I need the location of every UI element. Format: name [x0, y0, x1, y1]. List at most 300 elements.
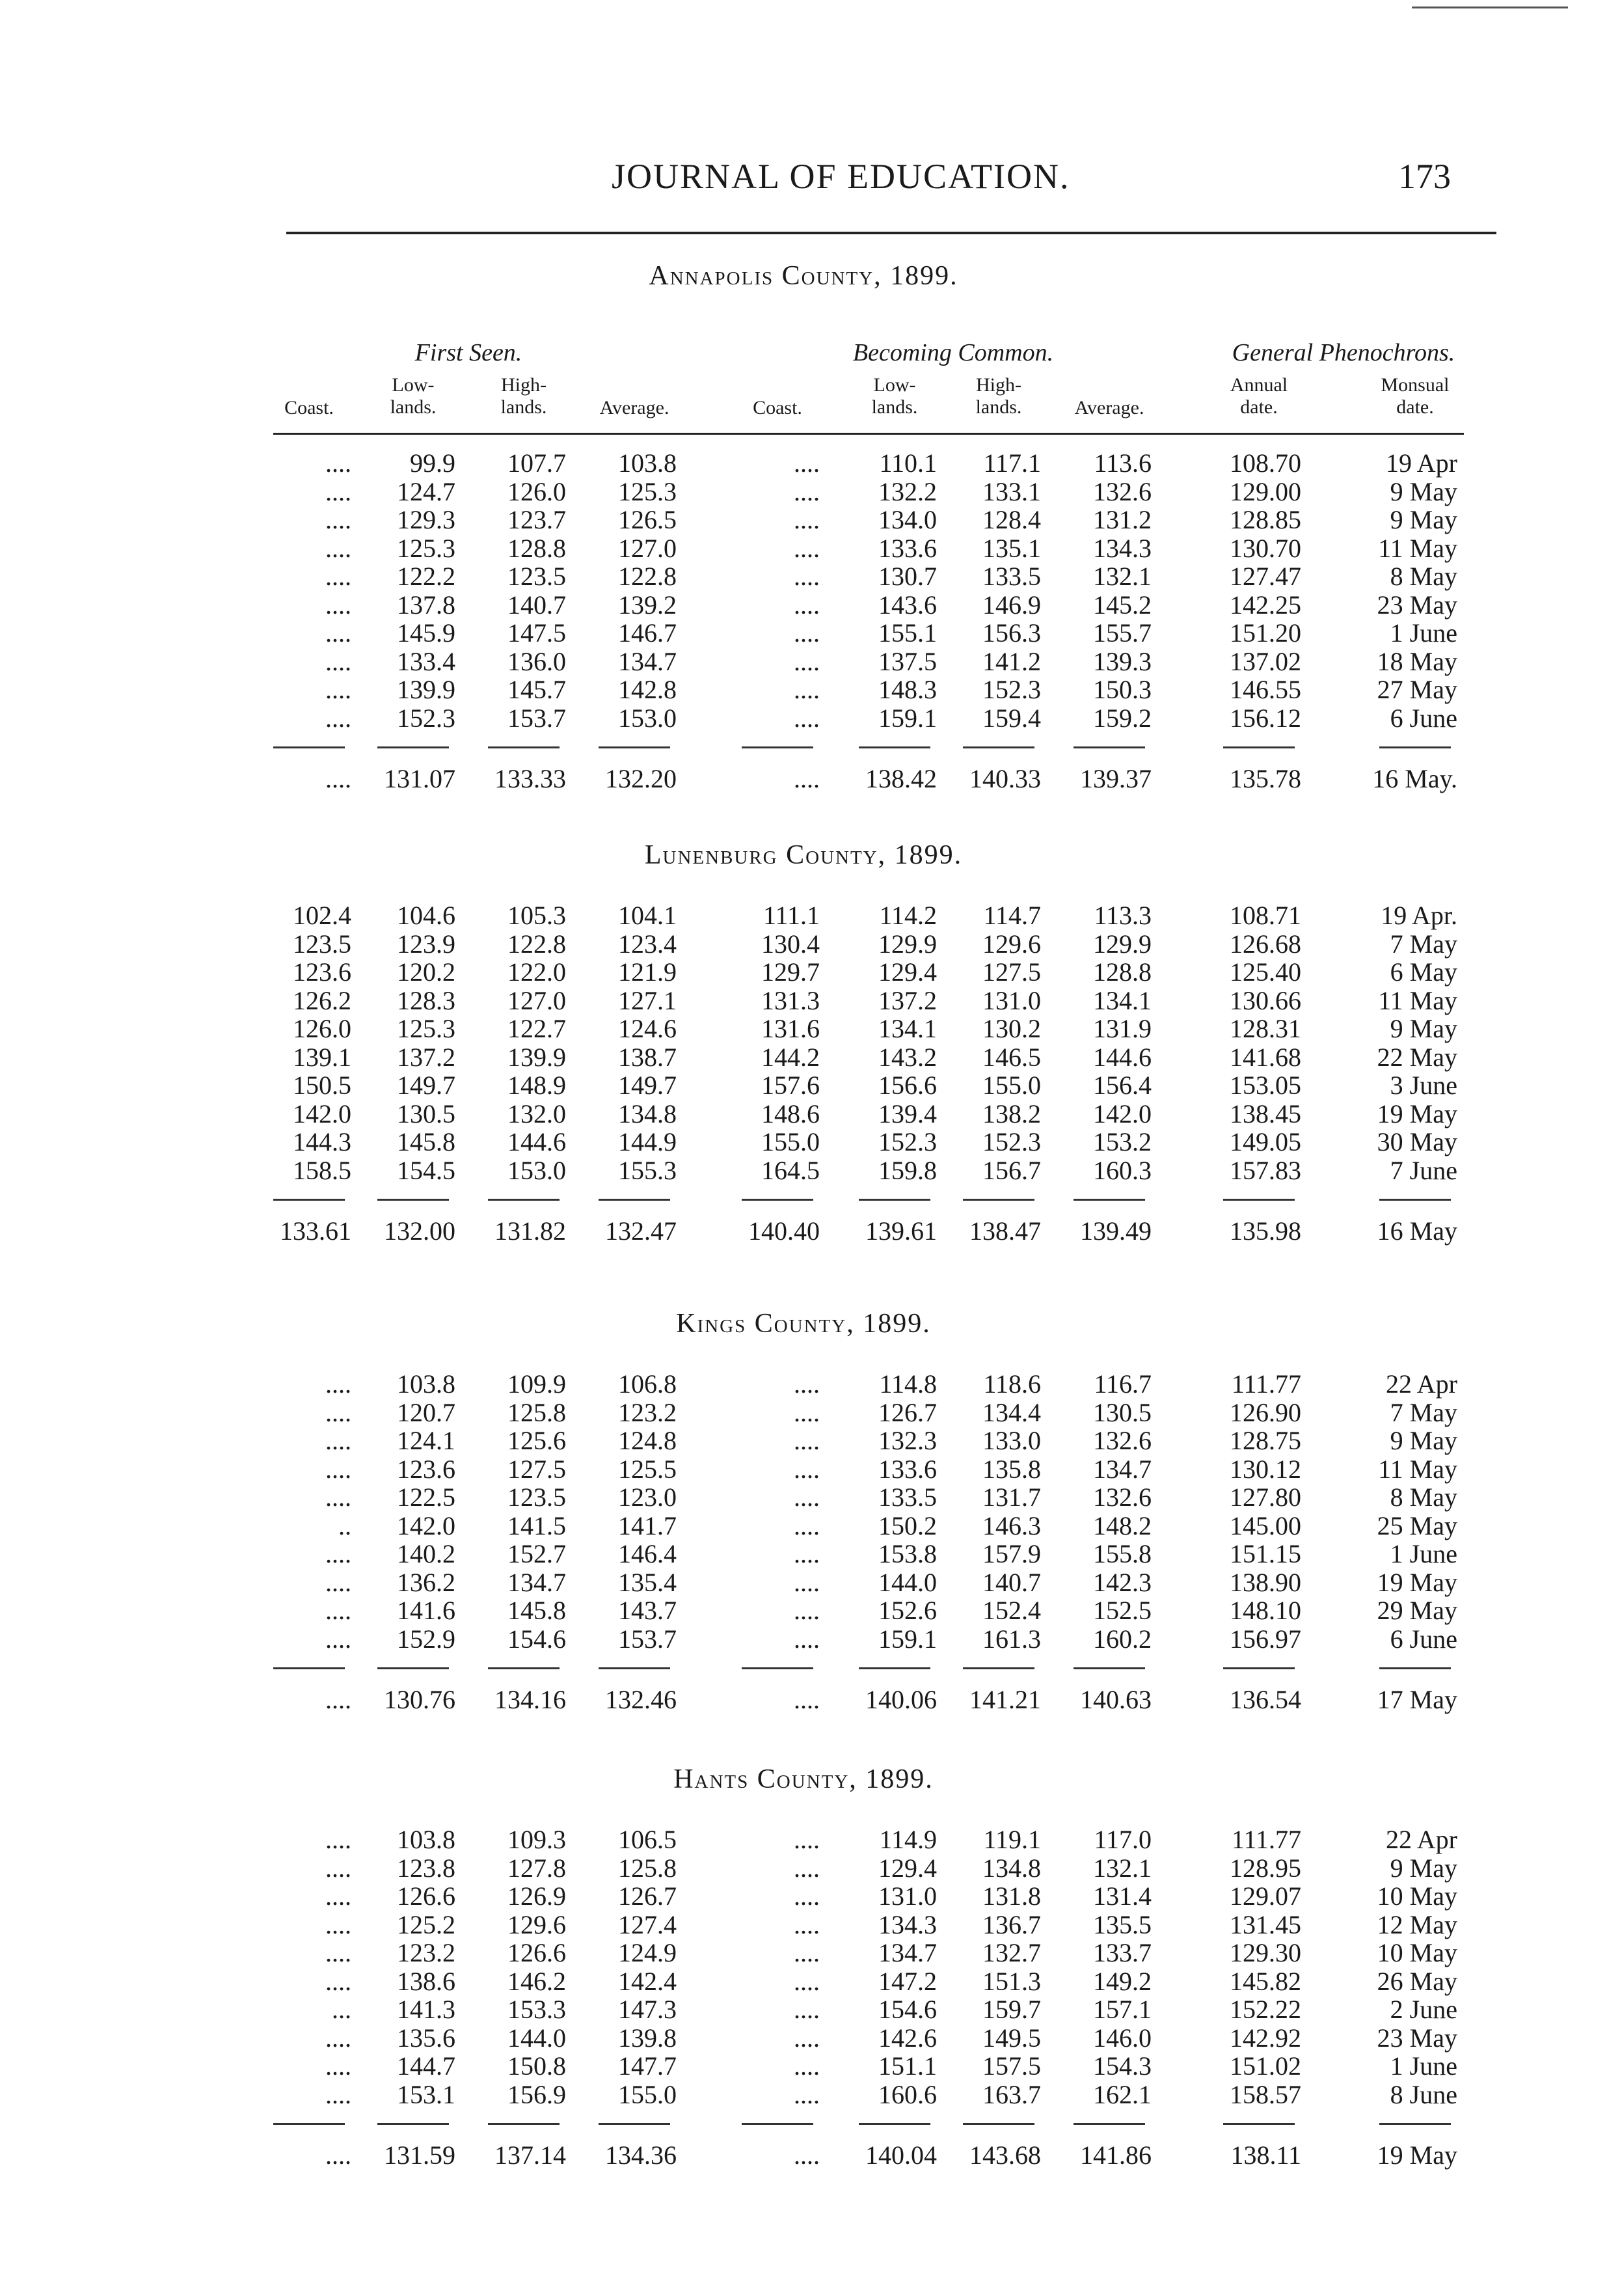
table-cell: ....: [794, 1825, 820, 1854]
total-cell: 143.68: [969, 2140, 1041, 2170]
rule-dash: [963, 1667, 1034, 1669]
total-cell: ....: [325, 1685, 351, 1714]
table-cell: 139.8: [618, 2023, 677, 2053]
table-cell: ..: [338, 1510, 351, 1540]
table-cell: 111.1: [763, 901, 820, 930]
table-cell: 121.9: [618, 957, 677, 987]
table-cell: ....: [794, 505, 820, 534]
table-cell: 155.1: [878, 618, 937, 648]
table-cell: ....: [794, 1938, 820, 1967]
table-cell: 128.85: [1230, 505, 1301, 534]
table-cell: 123.6: [293, 957, 351, 987]
corner-rule: [1412, 7, 1568, 8]
table-cell: 146.7: [618, 618, 677, 648]
table-cell: 114.2: [879, 901, 937, 930]
table-cell: ....: [794, 1567, 820, 1597]
table-cell: 133.5: [982, 562, 1041, 591]
table-cell: 19 Apr: [1386, 448, 1457, 478]
table-cell: 144.0: [878, 1567, 937, 1597]
rule-dash: [599, 1667, 670, 1669]
table-cell: 131.0: [878, 1881, 937, 1911]
table-cell: 146.9: [982, 590, 1041, 620]
table-cell: 151.15: [1230, 1539, 1301, 1568]
table-cell: 157.83: [1230, 1155, 1301, 1185]
table-cell: 140.2: [397, 1539, 455, 1568]
table-cell: 134.3: [1093, 533, 1152, 563]
table-cell: 125.3: [397, 533, 455, 563]
table-cell: 104.6: [397, 901, 455, 930]
table-cell: 122.0: [507, 957, 566, 987]
table-cell: 132.3: [878, 1426, 937, 1455]
table-cell: ....: [794, 1426, 820, 1455]
table-cell: 129.4: [878, 1853, 937, 1883]
running-title: JOURNAL OF EDUCATION.: [612, 157, 1070, 196]
table-cell: 124.9: [618, 1938, 677, 1967]
table-cell: 118.6: [983, 1369, 1041, 1399]
table-cell: 127.5: [982, 957, 1041, 987]
table-cell: 18 May: [1377, 646, 1457, 676]
table-cell: 134.8: [982, 1853, 1041, 1883]
table-cell: 150.2: [878, 1510, 937, 1540]
table-cell: 122.8: [618, 562, 677, 591]
table-cell: 133.5: [878, 1483, 937, 1512]
total-cell: 138.11: [1230, 2140, 1301, 2170]
table-cell: 129.30: [1230, 1938, 1301, 1967]
table-cell: 134.3: [878, 1909, 937, 1939]
table-cell: 105.3: [507, 901, 566, 930]
table-cell: 145.82: [1230, 1966, 1301, 1996]
table-cell: 149.7: [397, 1071, 455, 1100]
table-cell: 153.0: [618, 703, 677, 733]
table-cell: ....: [325, 1966, 351, 1996]
table-cell: 136.2: [397, 1567, 455, 1597]
table-cell: ....: [325, 1483, 351, 1512]
table-cell: 27 May: [1377, 675, 1457, 704]
table-cell: 114.8: [879, 1369, 937, 1399]
table-cell: 130.4: [761, 929, 820, 959]
total-cell: 17 May: [1377, 1685, 1457, 1714]
table-cell: 141.6: [397, 1596, 455, 1625]
table-cell: 12 May: [1377, 1909, 1457, 1939]
table-cell: 160.6: [878, 2079, 937, 2109]
table-cell: 138.6: [397, 1966, 455, 1996]
table-cell: 136.0: [507, 646, 566, 676]
table-cell: 152.6: [878, 1596, 937, 1625]
table-cell: 153.0: [507, 1155, 566, 1185]
table-cell: 145.00: [1230, 1510, 1301, 1540]
total-cell: ....: [794, 1685, 820, 1714]
table-cell: 1 June: [1390, 2051, 1457, 2081]
rule-dash: [742, 1199, 813, 1201]
table-cell: 127.47: [1230, 562, 1301, 591]
table-cell: ....: [794, 533, 820, 563]
table-cell: 8 May: [1390, 562, 1457, 591]
table-cell: 133.7: [1093, 1938, 1152, 1967]
table-cell: 134.7: [507, 1567, 566, 1597]
table-cell: 134.7: [878, 1938, 937, 1967]
table-cell: 152.7: [507, 1539, 566, 1568]
table-cell: 156.9: [507, 2079, 566, 2109]
table-cell: ....: [794, 1966, 820, 1996]
table-cell: 152.5: [1093, 1596, 1152, 1625]
rule-dash: [742, 1667, 813, 1669]
table-cell: 131.0: [982, 985, 1041, 1015]
table-cell: 9 May: [1390, 476, 1457, 506]
table-cell: 155.0: [982, 1071, 1041, 1100]
table-cell: 127.80: [1230, 1483, 1301, 1512]
table-cell: 157.5: [982, 2051, 1041, 2081]
table-cell: 111.77: [1231, 1369, 1301, 1399]
column-header-coast: Coast.: [753, 397, 802, 418]
total-cell: 140.33: [969, 764, 1041, 793]
table-cell: 126.7: [878, 1397, 937, 1427]
table-cell: 139.3: [1093, 646, 1152, 676]
table-cell: 133.4: [397, 646, 455, 676]
table-cell: 117.0: [1094, 1825, 1152, 1854]
table-cell: 142.3: [1093, 1567, 1152, 1597]
table-cell: ....: [325, 2023, 351, 2053]
total-cell: 134.16: [494, 1685, 566, 1714]
table-cell: 133.1: [982, 476, 1041, 506]
table-cell: 116.7: [1094, 1369, 1152, 1399]
table-cell: 150.8: [507, 2051, 566, 2081]
table-cell: 11 May: [1378, 1454, 1457, 1484]
table-cell: 108.70: [1230, 448, 1301, 478]
table-cell: 156.97: [1230, 1624, 1301, 1654]
table-cell: 132.1: [1093, 562, 1152, 591]
table-cell: ....: [325, 1397, 351, 1427]
table-cell: 154.6: [507, 1624, 566, 1654]
table-cell: 128.3: [397, 985, 455, 1015]
rule-dash: [859, 2123, 930, 2125]
table-cell: ....: [794, 1369, 820, 1399]
table-cell: 142.4: [618, 1966, 677, 1996]
table-cell: 134.7: [618, 646, 677, 676]
rule-dash: [859, 1199, 930, 1201]
table-cell: 146.55: [1230, 675, 1301, 704]
table-cell: 146.5: [982, 1042, 1041, 1072]
table-cell: 127.0: [618, 533, 677, 563]
table-cell: 140.7: [982, 1567, 1041, 1597]
table-cell: 155.3: [618, 1155, 677, 1185]
table-cell: 134.1: [1093, 985, 1152, 1015]
column-header-annual-date: Annual date.: [1230, 374, 1288, 418]
table-cell: 155.8: [1093, 1539, 1152, 1568]
table-cell: 142.8: [618, 675, 677, 704]
table-cell: 99.9: [410, 448, 455, 478]
table-cell: 154.5: [397, 1155, 455, 1185]
table-cell: ....: [794, 562, 820, 591]
total-cell: 141.21: [969, 1685, 1041, 1714]
total-cell: 130.76: [384, 1685, 455, 1714]
rule-dash: [1074, 1667, 1145, 1669]
table-cell: 125.3: [618, 476, 677, 506]
table-cell: ....: [325, 1596, 351, 1625]
table-cell: 129.4: [878, 957, 937, 987]
column-header-lowlands: Low- lands.: [390, 374, 437, 418]
table-cell: 142.0: [293, 1099, 351, 1128]
table-cell: 139.9: [507, 1042, 566, 1072]
page-number: 173: [1398, 157, 1451, 196]
table-cell: 22 Apr: [1386, 1369, 1457, 1399]
table-cell: 141.3: [397, 1995, 455, 2024]
table-cell: 9 May: [1390, 1014, 1457, 1043]
county-title: Annapolis County, 1899.: [649, 261, 958, 291]
total-cell: 140.63: [1080, 1685, 1152, 1714]
table-cell: 129.3: [397, 505, 455, 534]
table-cell: 141.7: [618, 1510, 677, 1540]
rule-dash: [377, 746, 449, 748]
table-cell: 132.6: [1093, 476, 1152, 506]
table-cell: 151.02: [1230, 2051, 1301, 2081]
table-cell: 142.0: [397, 1510, 455, 1540]
table-cell: 158.5: [293, 1155, 351, 1185]
table-cell: 155.7: [1093, 618, 1152, 648]
table-cell: 159.1: [878, 703, 937, 733]
table-cell: 111.77: [1231, 1825, 1301, 1854]
table-cell: ....: [794, 2023, 820, 2053]
group-title-general-phenochrons: General Phenochrons.: [1232, 339, 1455, 366]
table-cell: 129.9: [878, 929, 937, 959]
table-cell: 139.2: [618, 590, 677, 620]
county-title: Hants County, 1899.: [673, 1764, 934, 1794]
table-cell: 145.8: [397, 1127, 455, 1156]
column-header-coast: Coast.: [284, 397, 334, 418]
table-cell: 123.5: [293, 929, 351, 959]
table-cell: 145.2: [1093, 590, 1152, 620]
table-cell: 120.7: [397, 1397, 455, 1427]
table-cell: 122.2: [397, 562, 455, 591]
table-cell: ....: [794, 618, 820, 648]
table-cell: ....: [325, 448, 351, 478]
rule-dash: [859, 1667, 930, 1669]
table-cell: 148.6: [761, 1099, 820, 1128]
table-cell: 149.05: [1230, 1127, 1301, 1156]
table-cell: 154.6: [878, 1995, 937, 2024]
table-cell: ....: [325, 2079, 351, 2109]
total-cell: 138.47: [969, 1216, 1041, 1246]
table-cell: 132.2: [878, 476, 937, 506]
table-cell: 131.8: [982, 1881, 1041, 1911]
table-cell: ....: [794, 1596, 820, 1625]
total-cell: 19 May: [1377, 2140, 1457, 2170]
table-cell: ....: [794, 1397, 820, 1427]
table-cell: 125.5: [618, 1454, 677, 1484]
table-cell: 153.8: [878, 1539, 937, 1568]
column-header-average: Average.: [1074, 397, 1144, 418]
table-cell: 129.6: [982, 929, 1041, 959]
table-cell: 7 June: [1390, 1155, 1457, 1185]
column-header-lowlands: Low- lands.: [871, 374, 918, 418]
table-cell: 144.0: [507, 2023, 566, 2053]
table-cell: 127.1: [618, 985, 677, 1015]
table-cell: 3 June: [1390, 1071, 1457, 1100]
column-header-average: Average.: [599, 397, 669, 418]
table-cell: 144.9: [618, 1127, 677, 1156]
table-cell: 141.2: [982, 646, 1041, 676]
table-cell: 125.8: [618, 1853, 677, 1883]
table-cell: 23 May: [1377, 2023, 1457, 2053]
rule-dash: [273, 746, 345, 748]
table-cell: 22 May: [1377, 1042, 1457, 1072]
table-cell: 138.2: [982, 1099, 1041, 1128]
rule-dash: [599, 1199, 670, 1201]
table-cell: 139.9: [397, 675, 455, 704]
table-cell: ....: [325, 618, 351, 648]
rule-dash: [488, 1199, 560, 1201]
table-cell: ....: [325, 2051, 351, 2081]
rule-dash: [963, 1199, 1034, 1201]
table-cell: 138.7: [618, 1042, 677, 1072]
table-cell: 10 May: [1377, 1881, 1457, 1911]
total-cell: ....: [794, 764, 820, 793]
table-cell: 107.7: [507, 448, 566, 478]
table-cell: 135.5: [1093, 1909, 1152, 1939]
rule-dash: [377, 1199, 449, 1201]
header-rule-bottom: [273, 433, 1464, 435]
table-cell: 123.2: [618, 1397, 677, 1427]
table-cell: 106.8: [618, 1369, 677, 1399]
rule-dash: [377, 2123, 449, 2125]
table-cell: 153.7: [507, 703, 566, 733]
table-cell: 152.9: [397, 1624, 455, 1654]
table-cell: 123.5: [507, 1483, 566, 1512]
table-cell: ....: [794, 1909, 820, 1939]
table-cell: 124.1: [397, 1426, 455, 1455]
table-cell: 153.05: [1230, 1071, 1301, 1100]
table-cell: 156.7: [982, 1155, 1041, 1185]
table-cell: 157.6: [761, 1071, 820, 1100]
table-cell: 126.6: [397, 1881, 455, 1911]
table-cell: ....: [794, 590, 820, 620]
table-cell: 135.1: [982, 533, 1041, 563]
table-cell: 153.3: [507, 1995, 566, 2024]
table-cell: ....: [794, 1881, 820, 1911]
table-cell: 129.7: [761, 957, 820, 987]
table-cell: 156.12: [1230, 703, 1301, 733]
column-header-monsual-date: Monsual date.: [1381, 374, 1450, 418]
table-cell: ...: [332, 1995, 351, 2024]
table-cell: 123.7: [507, 505, 566, 534]
table-cell: 126.5: [618, 505, 677, 534]
table-cell: ....: [794, 1995, 820, 2024]
table-cell: 113.6: [1094, 448, 1152, 478]
rule-dash: [963, 2123, 1034, 2125]
table-cell: 123.8: [397, 1853, 455, 1883]
table-cell: 127.5: [507, 1454, 566, 1484]
column-header-highlands: High- lands.: [500, 374, 547, 418]
table-cell: 152.3: [982, 1127, 1041, 1156]
table-cell: 131.45: [1230, 1909, 1301, 1939]
rule-dash: [859, 746, 930, 748]
table-cell: 103.8: [397, 1369, 455, 1399]
rule-dash: [1223, 2123, 1295, 2125]
table-cell: 128.8: [507, 533, 566, 563]
total-cell: 132.20: [605, 764, 677, 793]
table-cell: 159.4: [982, 703, 1041, 733]
table-cell: 150.5: [293, 1071, 351, 1100]
table-cell: 1 June: [1390, 1539, 1457, 1568]
table-cell: 134.8: [618, 1099, 677, 1128]
table-cell: 2 June: [1390, 1995, 1457, 2024]
table-cell: 131.7: [982, 1483, 1041, 1512]
table-cell: 127.8: [507, 1853, 566, 1883]
table-cell: 130.5: [397, 1099, 455, 1128]
table-cell: 158.57: [1230, 2079, 1301, 2109]
rule-dash: [377, 1667, 449, 1669]
rule-dash: [1379, 2123, 1451, 2125]
table-cell: ....: [794, 1454, 820, 1484]
table-cell: 129.07: [1230, 1881, 1301, 1911]
table-cell: 130.5: [1093, 1397, 1152, 1427]
table-cell: 146.2: [507, 1966, 566, 1996]
table-cell: ....: [794, 1624, 820, 1654]
table-cell: 150.3: [1093, 675, 1152, 704]
table-cell: 154.3: [1093, 2051, 1152, 2081]
total-cell: 131.59: [384, 2140, 455, 2170]
table-cell: ....: [325, 646, 351, 676]
table-cell: 126.90: [1230, 1397, 1301, 1427]
table-cell: 122.8: [507, 929, 566, 959]
table-cell: 155.0: [761, 1127, 820, 1156]
table-cell: ....: [794, 1539, 820, 1568]
table-cell: 9 May: [1390, 1426, 1457, 1455]
table-cell: 144.2: [761, 1042, 820, 1072]
header-rule: [286, 232, 1496, 234]
table-cell: 153.2: [1093, 1127, 1152, 1156]
table-cell: 156.4: [1093, 1071, 1152, 1100]
table-cell: 143.7: [618, 1596, 677, 1625]
table-cell: 131.9: [1093, 1014, 1152, 1043]
table-cell: ....: [325, 562, 351, 591]
table-cell: 157.9: [982, 1539, 1041, 1568]
table-cell: 30 May: [1377, 1127, 1457, 1156]
table-cell: 135.4: [618, 1567, 677, 1597]
table-cell: 137.2: [878, 985, 937, 1015]
table-cell: 129.00: [1230, 476, 1301, 506]
table-cell: 103.8: [397, 1825, 455, 1854]
table-cell: 131.6: [761, 1014, 820, 1043]
table-cell: 119.1: [983, 1825, 1041, 1854]
total-cell: 131.07: [384, 764, 455, 793]
table-cell: ....: [325, 1539, 351, 1568]
table-cell: 148.10: [1230, 1596, 1301, 1625]
total-cell: 137.14: [494, 2140, 566, 2170]
table-cell: 19 May: [1377, 1567, 1457, 1597]
table-cell: 145.8: [507, 1596, 566, 1625]
table-cell: 128.4: [982, 505, 1041, 534]
table-cell: 106.5: [618, 1825, 677, 1854]
table-cell: 132.6: [1093, 1483, 1152, 1512]
table-cell: 128.31: [1230, 1014, 1301, 1043]
table-cell: ....: [325, 675, 351, 704]
total-cell: 135.78: [1230, 764, 1301, 793]
rule-dash: [742, 746, 813, 748]
table-cell: 130.70: [1230, 533, 1301, 563]
table-cell: ....: [794, 703, 820, 733]
table-cell: 126.0: [293, 1014, 351, 1043]
table-cell: ....: [794, 476, 820, 506]
table-cell: 159.2: [1093, 703, 1152, 733]
table-cell: 6 June: [1390, 1624, 1457, 1654]
table-cell: 114.9: [879, 1825, 937, 1854]
table-cell: 130.66: [1230, 985, 1301, 1015]
total-cell: 138.42: [865, 764, 937, 793]
table-cell: ....: [325, 1426, 351, 1455]
table-cell: ....: [794, 646, 820, 676]
rule-dash: [1223, 1199, 1295, 1201]
table-cell: 147.2: [878, 1966, 937, 1996]
